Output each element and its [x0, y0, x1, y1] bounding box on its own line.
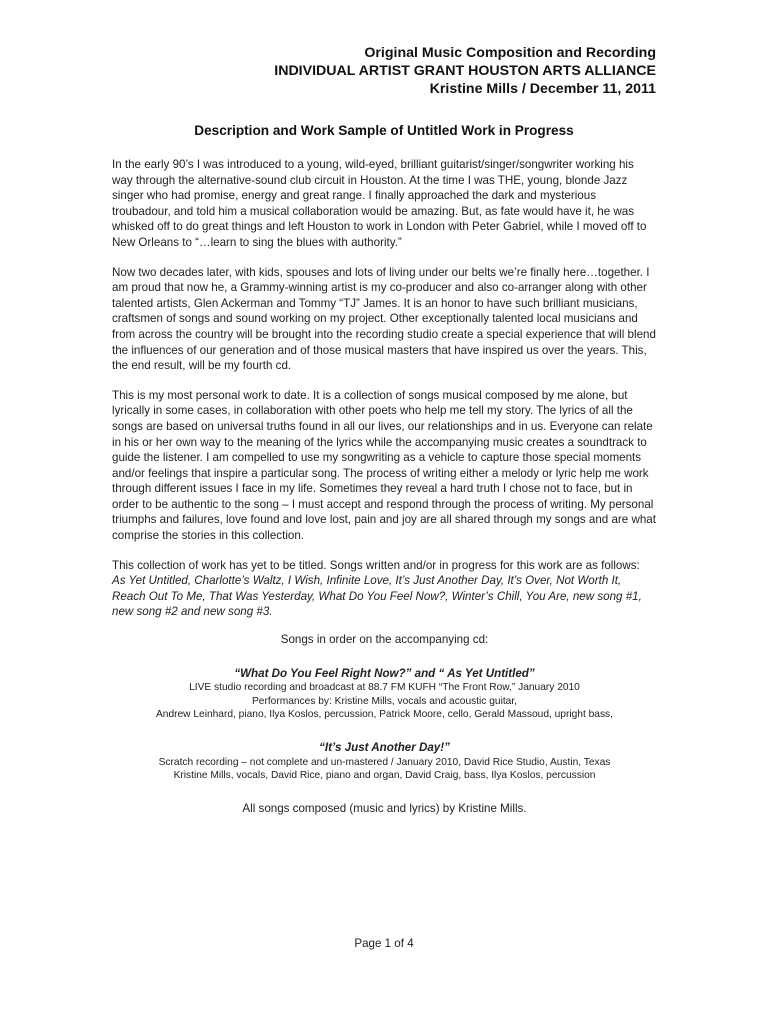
page-number: Page 1 of 4	[354, 937, 414, 950]
recording-1-title: “What Do You Feel Right Now?” and “ As Yet Untitled”	[234, 666, 535, 680]
recording-1-detail-1: LIVE studio recording and broadcast at 88.7 FM KUFH “The Front Row,” January 2010	[189, 682, 580, 694]
recording-2-detail-1: Scratch recording – not complete and un-mastered / January 2010, David Rice Studio, Austin, Texas	[158, 756, 611, 768]
paragraph-2: Now two decades later, with kids, spouses and lots of living under our belts we’re finally here…together. I am proud that now he, a Grammy-winning artist is my co-producer and also co-arranger along with other talented artists, Glen Ackerman and Tommy “TJ” James. It is an honor to have such brilliant musicians, craftsmen of songs and sound working on my project. Other exceptionally talented local musicians and from across the country will be brought into the recording studio create a special experience that will blend the influences of our generation and of those musical masters that have inspired us over the years. This, the end result, will be my fourth cd.	[112, 265, 656, 373]
document-header	[274, 44, 656, 98]
recording-1	[112, 666, 657, 722]
cd-intro: Songs in order on the accompanying cd:	[280, 633, 489, 647]
closing-statement: All songs composed (music and lyrics) by Kristine Mills.	[242, 801, 527, 815]
recording-1-detail-2: Performances by: Kristine Mills, vocals and acoustic guitar,	[252, 695, 517, 707]
header-line-1: Original Music Composition and Recording	[364, 45, 656, 61]
recording-2-title: “It’s Just Another Day!”	[319, 741, 450, 754]
recording-1-detail-3: Andrew Leinhard, piano, Ilya Koslos, percussion, Patrick Moore, cello, Gerald Massoud, upright bass,	[156, 709, 613, 721]
header-line-2: INDIVIDUAL ARTIST GRANT HOUSTON ARTS ALLIANCE	[274, 63, 656, 79]
recording-2	[112, 740, 657, 783]
header-line-3: Kristine Mills / December 11, 2011	[429, 81, 656, 97]
paragraph-3: This is my most personal work to date. It is a collection of songs musical composed by me alone, but lyrically in some cases, in collaboration with other poets who help me tell my story. The lyrics of all the songs are based on universal truths found in all our lives, our relationships and in us. Everyone can relate in his or her own way to the meaning of the lyrics while the accompanying music creates a soundtrack to guide the listener. I am compelled to use my songwriting as a vehicle to capture those special moments and/or feelings that inspire a particular song. The process of writing either a melody or lyric help me work through different issues I face in my life. Sometimes they reveal a hard truth I chose not to face, but in order to be authentic to the song – I must accept and respond through the process of writing. My personal triumphs and failures, love found and love lost, pain and joy are all shared through my songs and are what comprise the stories in this collection.	[112, 388, 656, 543]
recording-2-detail-2: Kristine Mills, vocals, David Rice, piano and organ, David Craig, bass, Ilya Koslos, percussion	[173, 770, 596, 782]
document-body	[112, 157, 657, 816]
song-list: As Yet Untitled, Charlotte’s Waltz, I Wish, Infinite Love, It’s Just Another Day, It’s Over, Not Worth It, Reach Out To Me, That Was Yesterday, What Do You Feel Now?, Winter’s Chill, You Are, new song #1, new song #2 and new song #3.	[112, 574, 642, 619]
collection-paragraph	[112, 558, 657, 620]
collection-intro: This collection of work has yet to be titled. Songs written and/or in progress for this work are as follows:	[112, 558, 640, 572]
document-title: Description and Work Sample of Untitled Work in Progress	[194, 123, 574, 138]
paragraph-1: In the early 90’s I was introduced to a young, wild-eyed, brilliant guitarist/singer/songwriter working his way through the alternative-sound club circuit in Houston. At the time I was THE, young, blonde Jazz singer who had promise, energy and great range. I finally approached the dark and mysterious troubadour, and told him a musical collaboration would be amazing. But, as fate would have it, he was whisked off to do great things and left Houston to work in London with Peter Gabriel, while I moved off to New Orleans to “…learn to sing the blues with authority.”	[112, 158, 647, 249]
